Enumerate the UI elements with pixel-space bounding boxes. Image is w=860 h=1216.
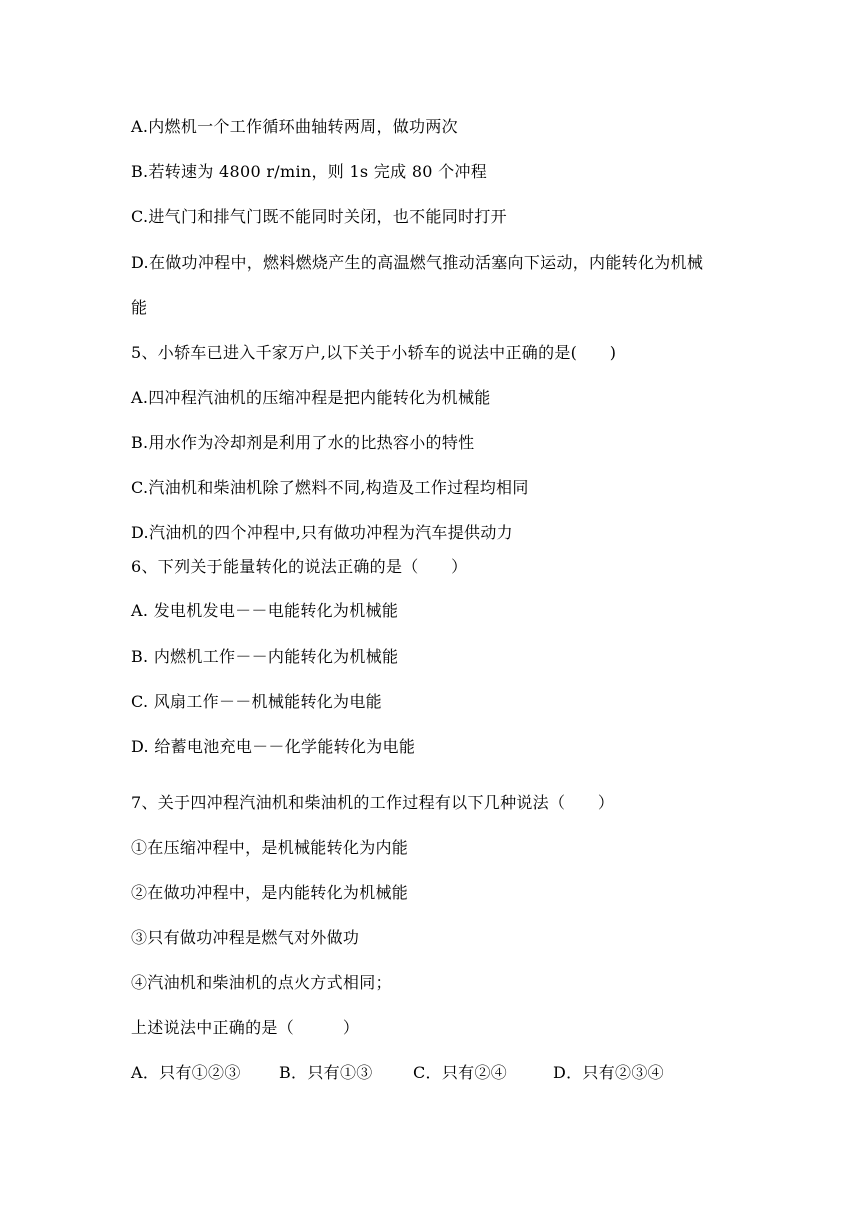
q7-statement-3: ③只有做功冲程是燃气对外做功 [131, 928, 360, 947]
q6-option-a: A. 发电机发电－－电能转化为机械能 [131, 601, 399, 620]
q6-option-b: B. 内燃机工作－－内能转化为机械能 [131, 647, 399, 666]
q7-options-row [131, 1063, 664, 1083]
q4-option-d-line2: 能 [131, 298, 148, 317]
q7-option-d: D．只有②③④ [553, 1063, 664, 1082]
q6-option-c: C. 风扇工作－－机械能转化为电能 [131, 692, 382, 711]
q7-question: 7、关于四冲程汽油机和柴油机的工作过程有以下几种说法（ ） [131, 793, 615, 812]
q7-option-b: B．只有①③ [279, 1063, 373, 1082]
q7-statement-2: ②在做功冲程中，是内能转化为机械能 [131, 883, 409, 902]
q7-option-a: A．只有①②③ [131, 1063, 241, 1082]
q6-question: 6、下列关于能量转化的说法正确的是（ ） [131, 557, 468, 576]
q5-question: 5、小轿车已进入千家万户,以下关于小轿车的说法中正确的是( ) [131, 343, 617, 362]
q4-option-b: B.若转速为 4800 r/min，则 1s 完成 80 个冲程 [131, 162, 488, 181]
q5-option-a: A.四冲程汽油机的压缩冲程是把内能转化为机械能 [131, 388, 491, 407]
q5-option-b: B.用水作为冷却剂是利用了水的比热容小的特性 [131, 433, 475, 452]
q6-option-d: D. 给蓄电池充电－－化学能转化为电能 [131, 737, 416, 756]
q4-option-c: C.进气门和排气门既不能同时关闭，也不能同时打开 [131, 207, 507, 226]
q4-option-a: A.内燃机一个工作循环曲轴转两周，做功两次 [131, 117, 458, 136]
q7-prompt: 上述说法中正确的是（ ） [131, 1018, 360, 1037]
q7-option-c: C．只有②④ [413, 1063, 508, 1082]
q5-option-c: C.汽油机和柴油机除了燃料不同,构造及工作过程均相同 [131, 478, 529, 497]
q5-option-d: D.汽油机的四个冲程中,只有做功冲程为汽车提供动力 [131, 523, 513, 542]
q4-option-d-line1: D.在做功冲程中，燃料燃烧产生的高温燃气推动活塞向下运动，内能转化为机械 [131, 253, 704, 272]
q7-statement-1: ①在压缩冲程中，是机械能转化为内能 [131, 838, 409, 857]
q7-statement-4: ④汽油机和柴油机的点火方式相同； [131, 973, 392, 992]
